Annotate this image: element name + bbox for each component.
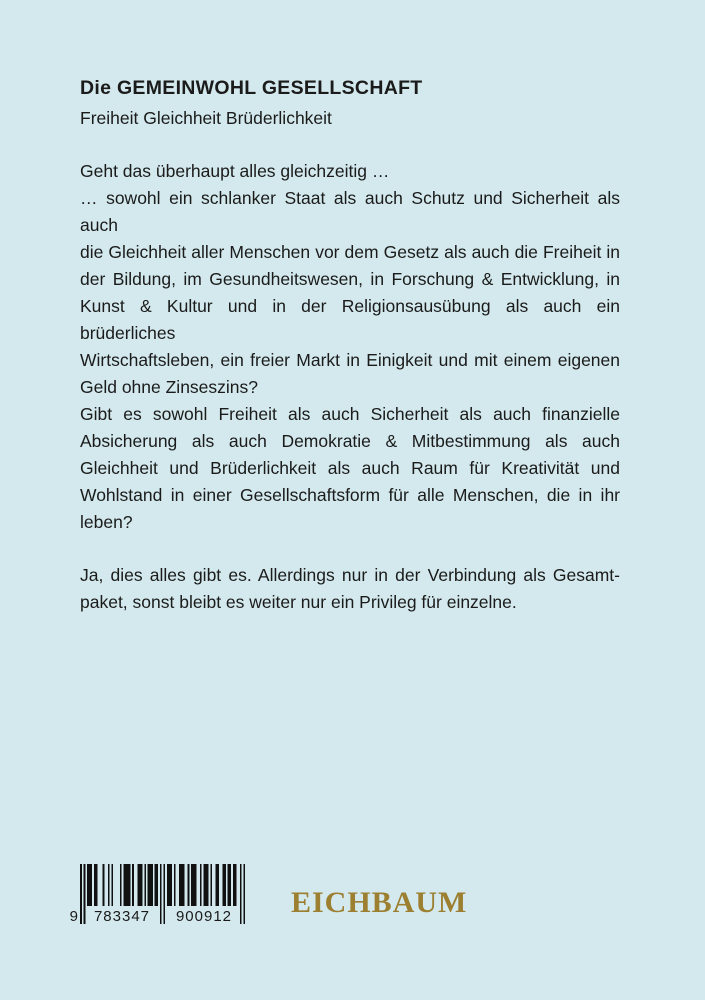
cover-header <box>80 74 620 132</box>
isbn-barcode <box>69 864 245 928</box>
publisher-logo: EICHBAUM <box>291 886 468 919</box>
blurb-line: Ja, dies alles gibt es. Allerdings nur in der Verbindung als Gesamt- <box>80 565 620 585</box>
book-subtitle: Freiheit Gleichheit Brüderlichkeit <box>80 108 332 128</box>
barcode-lead-digit: 9 <box>69 908 78 925</box>
blurb-line: der Bildung, im Gesundheitswesen, in Forschung & Entwicklung, in <box>80 269 620 289</box>
blurb-line: leben? <box>80 512 133 532</box>
blurb-line: Gleichheit und Brüderlichkeit als auch Raum für Kreativität und <box>80 458 620 478</box>
blurb-line: die Gleichheit aller Menschen vor dem Gesetz als auch die Freiheit in <box>80 242 620 262</box>
blurb-line: Wirtschaftsleben, ein freier Markt in Einigkeit und mit einem eigenen <box>80 350 620 370</box>
book-title: Die GEMEINWOHL GESELLSCHAFT <box>80 77 423 99</box>
blurb-line: … sowohl ein schlanker Staat als auch Schutz und Sicherheit als auch <box>80 188 620 235</box>
barcode-digits-right: 900912 <box>175 908 233 925</box>
blurb-line: Absicherung als auch Demokratie & Mitbestimmung als auch <box>80 431 620 451</box>
blurb-line: paket, sonst bleibt es weiter nur ein Privileg für einzelne. <box>80 592 517 612</box>
barcode-digits-left: 783347 <box>93 908 151 925</box>
blurb-line: Geld ohne Zinseszins? <box>80 377 259 397</box>
blurb-line: Geht das überhaupt alles gleichzeitig … <box>80 161 390 181</box>
blurb-line: Kunst & Kultur und in der Religionsausübung als auch ein brüderliches <box>80 296 620 343</box>
blurb-line: Wohlstand in einer Gesellschaftsform für alle Menschen, die in ihr <box>80 485 620 505</box>
blurb-line: Gibt es sowohl Freiheit als auch Sicherheit als auch finanzielle <box>80 404 620 424</box>
blurb-text <box>80 158 620 616</box>
